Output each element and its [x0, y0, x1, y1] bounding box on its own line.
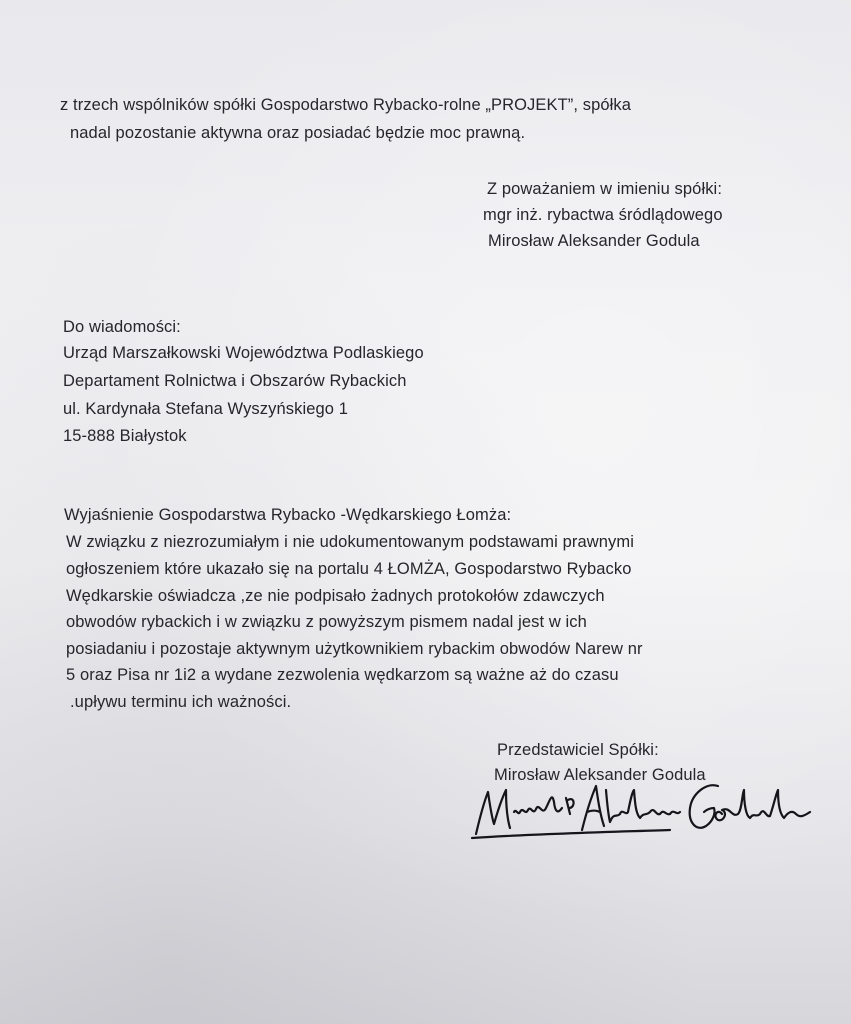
explanation-title: Wyjaśnienie Gospodarstwa Rybacko -Wędkarskiego Łomża: — [64, 506, 512, 524]
recipient-department: Departament Rolnictwa i Obszarów Rybackich — [63, 372, 407, 390]
explanation-line-3: Wędkarskie oświadcza ,ze nie podpisało żadnych protokołów zdawczych — [66, 587, 605, 605]
explanation-line-7: .upływu terminu ich ważności. — [70, 693, 292, 711]
explanation-line-5: posiadaniu i pozostaje aktywnym użytkownikiem rybackim obwodów Narew nr — [66, 640, 643, 658]
explanation-line-1: W związku z niezrozumiałym i nie udokumentowanym podstawami prawnymi — [66, 533, 635, 551]
representative-role: Przedstawiciel Spółki: — [497, 741, 659, 759]
closing-title: mgr inż. rybactwa śródlądowego — [483, 206, 723, 224]
recipient-heading: Do wiadomości: — [63, 318, 181, 336]
explanation-line-4: obwodów rybackich i w związku z powyższym pismem nadal jest w ich — [66, 613, 587, 631]
explanation-line-2: ogłoszeniem które ukazało się na portalu 4 ŁOMŻA, Gospodarstwo Rybacko — [66, 560, 632, 578]
closing-regards: Z poważaniem w imieniu spółki: — [487, 180, 723, 198]
closing-name: Mirosław Aleksander Godula — [488, 232, 700, 250]
intro-line-2: nadal pozostanie aktywna oraz posiadać będzie moc prawną. — [70, 124, 526, 142]
recipient-city: 15-888 Białystok — [63, 427, 187, 445]
recipient-office: Urząd Marszałkowski Województwa Podlaskiego — [63, 344, 424, 362]
recipient-street: ul. Kardynała Stefana Wyszyńskiego 1 — [63, 400, 349, 418]
explanation-line-6: 5 oraz Pisa nr 1i2 a wydane zezwolenia wędkarzom są ważne aż do czasu — [66, 666, 619, 684]
intro-line-1: z trzech wspólników spółki Gospodarstwo Rybacko-rolne „PROJEKT”, spółka — [60, 96, 632, 114]
representative-name: Mirosław Aleksander Godula — [494, 766, 706, 784]
handwritten-signature — [470, 772, 825, 842]
